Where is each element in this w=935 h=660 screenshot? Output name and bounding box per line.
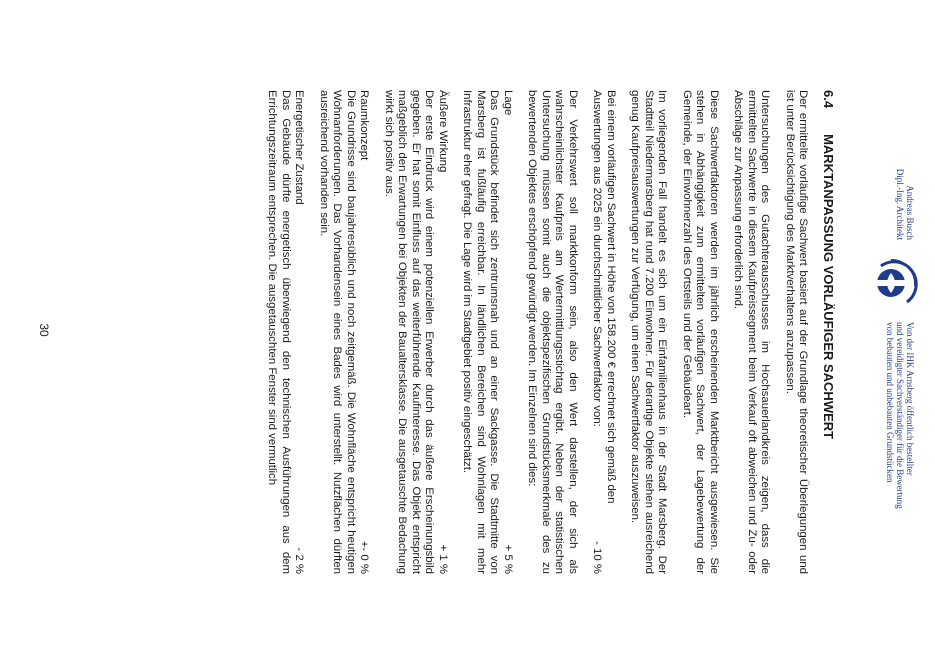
section-title: MARKTANPASSUNG VORLÄUFIGER SACHWERT (821, 134, 836, 440)
factor-value: + 1 % (437, 544, 449, 574)
sachwertfaktor-row (590, 90, 617, 574)
section-heading (822, 90, 836, 574)
author-block (895, 168, 915, 240)
factor-label: Energetischer Zustand (293, 90, 306, 205)
certification-line: von bebauten und unbebauten Grundstücken (885, 322, 895, 483)
document-body (254, 90, 835, 574)
certification-line: und vereidigter Sachverständiger für die Bewertung (895, 322, 905, 509)
factor-item (317, 90, 371, 574)
factor-label: Raumkonzept (358, 90, 371, 161)
factor-text: Das Gebäude dürfte energetisch überwiegend den technischen Ausführungen aus dem Errichtungszeitraum entsprechen. Die ausgetauschten Fenster sind vermutlich (266, 90, 292, 574)
section-number: 6.4 (821, 90, 836, 109)
author-title: Dipl.-Ing. Architekt (895, 168, 905, 240)
factor-item (460, 90, 514, 574)
factor-value: + 5 % (502, 544, 514, 574)
company-logo-icon (867, 256, 921, 310)
factor-label: Äußere Wirkung (437, 90, 449, 173)
author-name: Andreas Busch (905, 185, 915, 240)
factor-value: +- 0 % (358, 540, 371, 574)
factor-item (265, 90, 306, 574)
certification-block (885, 322, 915, 562)
sachwertfaktor-text: Bei einem vorläufigen Sachwert in Höhe von 158.200 € errechnet sich gemäß den Auswertungen aus 2025 ein durchschnittlicher Sachwertfaktor von: (591, 90, 617, 504)
factor-item (382, 90, 450, 574)
paragraph: Diese Sachwertfaktoren werden im jährlich erscheinenden Marktbericht ausgewiesen. Sie stehen in Abhängigkeit zum ermittelten vorläufigen Sachwert, der Lagebewertung der Gemeinde, der Einwohnerzahl des Ortsteils und der Gebäudeart. (681, 90, 720, 574)
paragraph: Der Verkehrswert soll marktkonform sein, also den Wert darstellen, der sich als wahrscheinlichster Kaufpreis am Wertermittlungsstichtag ergibt. Neben der statistischen Untersuchung müssen somit auch die objektspezifischen Grundstücksmerkmale des zu bewertenden Objektes erschöpfend gewürdigt werden. Im Einzelnen sind dies: (526, 90, 579, 574)
factor-text: Der erste Eindruck wird einem potenziellen Erwerber durch das äußere Erscheinungsbild gegeben. Er hat somit Einfluss auf das weiterführende Kaufinteresse. Das Objekt entspricht maßgeblich den Erwartungen bei Objekten der Baualtersklasse. Die ausgetauschte Bedachung wirkt sich positiv aus. (383, 90, 436, 574)
paragraph: Im vorliegenden Fall handelt es sich um ein Einfamilienhaus in der Stadt Marsberg. Der Stadtteil Niedermarsberg hat rund 7.200 Einwohner. Für derartige Objekte stehen ausreichend genug Kaufpreisauswertungen zur Verfügung, um einen Sachwertfaktor auszuweisen. (629, 90, 669, 574)
paragraph: Der ermittelte vorläufige Sachwert basiert auf der Grundlage theoretischer Überlegungen und ist unter Berücksichtigung des Marktverhaltens anzupassen. (784, 90, 810, 574)
factor-value: - 2 % (293, 547, 306, 574)
sachwertfaktor-value: - 10 % (591, 541, 604, 574)
factor-label: Lage (502, 90, 514, 116)
page-number: 30 (37, 323, 51, 337)
paragraph: Untersuchungen des Gutachterausschusses im Hochsauerlandkreis zeigen, dass die ermittelten Sachwerte in diesem Kaufpreissegment beim Verkauf oft abweichen und Zu- oder Abschläge zur Anpassung erforderlich sind. (732, 90, 772, 574)
factor-text: Das Grundstück befindet sich zentrumsnah und an einer Sackgasse. Die Stadtmitte von Marsberg ist fußläufig erreichbar. In ländlichen Bereichen sind Wohnlagen mit mehr Infrastruktur eher gefragt. Die Lage wird im Stadtgebiet positiv eingeschätzt. (461, 90, 501, 574)
factor-text: Die Grundrisse sind baujahresüblich und noch zeitgemäß. Die Wohnfläche entspricht heutigen Wohnanforderungen. Das Vorhandensein eines Bades wird unterstellt. Nutzflächen dürften ausreichend vorhanden sein. (318, 90, 357, 574)
certification-line: Von der IHK Arnsberg öffentlich bestellter (905, 322, 915, 476)
